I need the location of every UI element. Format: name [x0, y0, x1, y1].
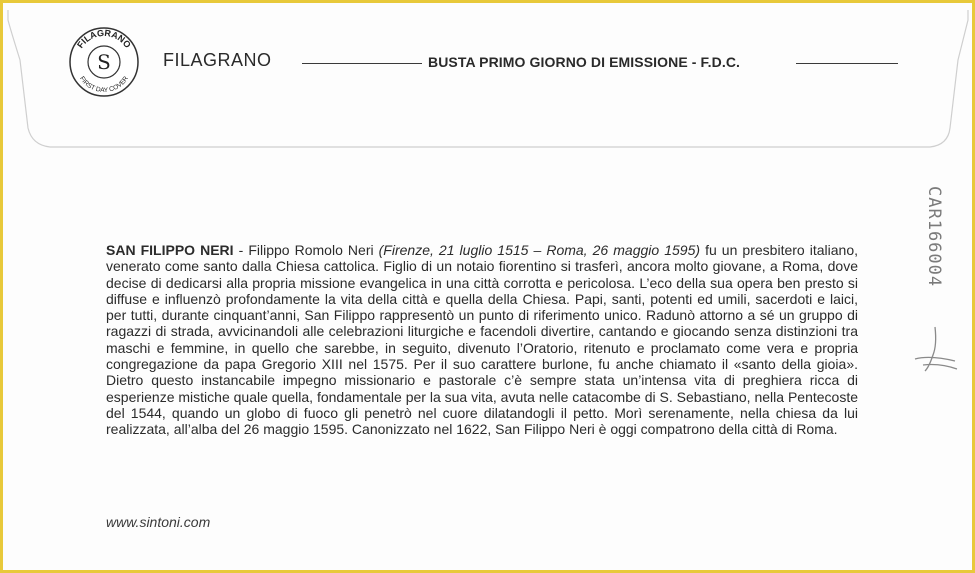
logo-bottom-text: FIRST DAY COVER: [78, 75, 130, 95]
website-link[interactable]: www.sintoni.com: [106, 514, 211, 530]
biography-dates: (Firenze, 21 luglio 1515 – Roma, 26 maggio 1595): [378, 242, 701, 258]
filagrano-logo: [68, 26, 140, 98]
logo-letter: S: [97, 50, 111, 74]
biography-paragraph: [106, 242, 858, 438]
handwritten-signature: [895, 325, 965, 375]
biography-text: fu un presbitero italiano, venerato come santo dalla Chiesa cattolica. Figlio di un notaio fiorentino si trasferì, ancora molto giovane, a Roma, dove decise di dedicarsi alla propria missione evangelica in una città corrotta e pericolosa. L’eco della sua opera ben presto si diffuse e influenzò profondamente la vita della città e quella della Chiesa. Papi, santi, potenti ed umili, sacerdoti e laici, per tutti, durante cinquant’anni, San Filippo rappresentò un punto di riferimento unico. Radunò attorno a sé un gruppo di ragazzi di strada, avvicinandoli alle celebrazioni liturgiche e facendoli divertire, cantando e giocando senza distinzioni tra maschi e femmine, in quello che sarebbe, in seguito, divenuto l’Oratorio, ritenuto e proclamato come vera e propria congregazione da papa Gregorio XIII nel 1575. Per il suo carattere burlone, fu anche chiamato il «santo della gioia». Dietro questo instancabile impegno missionario e pastorale c’è sempre stata un’intensa vita di preghiera ricca di esperienze mistiche quale quella, fondamentale per la sua vita, avuta nelle catacombe di S. Sebastiano, nella Pentecoste del 1544, quando un globo di fuoco gli penetrò nel cuore dilatandogli il petto. Morì serenamente, nella chiesa da lui realizzata, all’alba del 26 maggio 1595. Canonizzato nel 1622, San Filippo Neri è oggi compatrono della città di Roma.: [106, 242, 858, 438]
handwritten-code: CAR166004: [924, 186, 944, 288]
header-rule-left: [302, 63, 422, 64]
brand-name: FILAGRANO: [163, 50, 272, 70]
biography-subject: SAN FILIPPO NERI: [106, 242, 234, 258]
logo-top-text: FILAGRANO: [75, 27, 133, 50]
cover-headline: BUSTA PRIMO GIORNO DI EMISSIONE - F.D.C.: [428, 54, 741, 70]
header-rule-right: [796, 63, 898, 64]
envelope-flap: [0, 0, 975, 160]
biography-intro: - Filippo Romolo Neri: [233, 242, 379, 258]
